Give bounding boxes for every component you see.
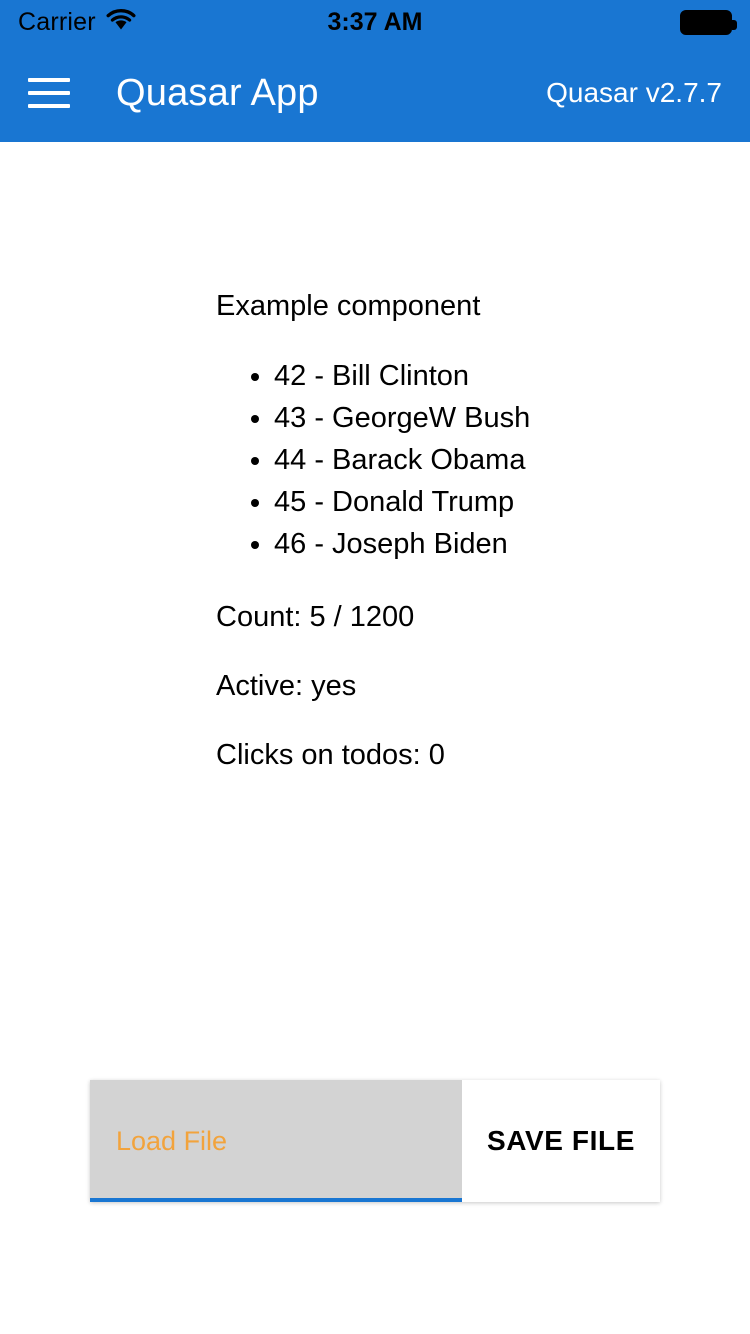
list-item[interactable]: • 46 - Joseph Biden — [274, 523, 750, 565]
hamburger-menu-icon[interactable] — [28, 65, 84, 121]
clicks-text: Clicks on todos: 0 — [216, 739, 445, 771]
file-controls — [90, 1080, 660, 1202]
list-item[interactable]: • 44 - Barack Obama — [274, 439, 750, 481]
version-label: Quasar v2.7.7 — [546, 77, 722, 108]
example-heading: Example component — [216, 290, 481, 322]
example-component — [0, 142, 750, 772]
load-file-label: Load File — [116, 1125, 228, 1156]
carrier-label: Carrier — [18, 7, 96, 36]
page-title: Quasar App — [116, 71, 319, 114]
page-content — [0, 142, 750, 1334]
status-bar-left — [18, 8, 136, 37]
input-underline — [90, 1198, 462, 1202]
wifi-icon — [106, 8, 136, 37]
battery-full-icon — [680, 10, 732, 35]
app-toolbar — [0, 44, 750, 142]
status-bar-right — [680, 10, 732, 35]
list-item[interactable]: • 42 - Bill Clinton — [274, 355, 750, 397]
load-file-input[interactable] — [90, 1080, 462, 1202]
list-item[interactable]: • 43 - GeorgeW Bush — [274, 397, 750, 439]
count-text: Count: 5 / 1200 — [216, 601, 415, 633]
save-file-button[interactable]: SAVE FILE — [462, 1080, 660, 1202]
list-item[interactable]: • 45 - Donald Trump — [274, 481, 750, 523]
todo-list — [216, 355, 750, 565]
status-time: 3:37 AM — [327, 7, 423, 36]
status-bar — [0, 0, 750, 44]
active-text: Active: yes — [216, 670, 357, 702]
